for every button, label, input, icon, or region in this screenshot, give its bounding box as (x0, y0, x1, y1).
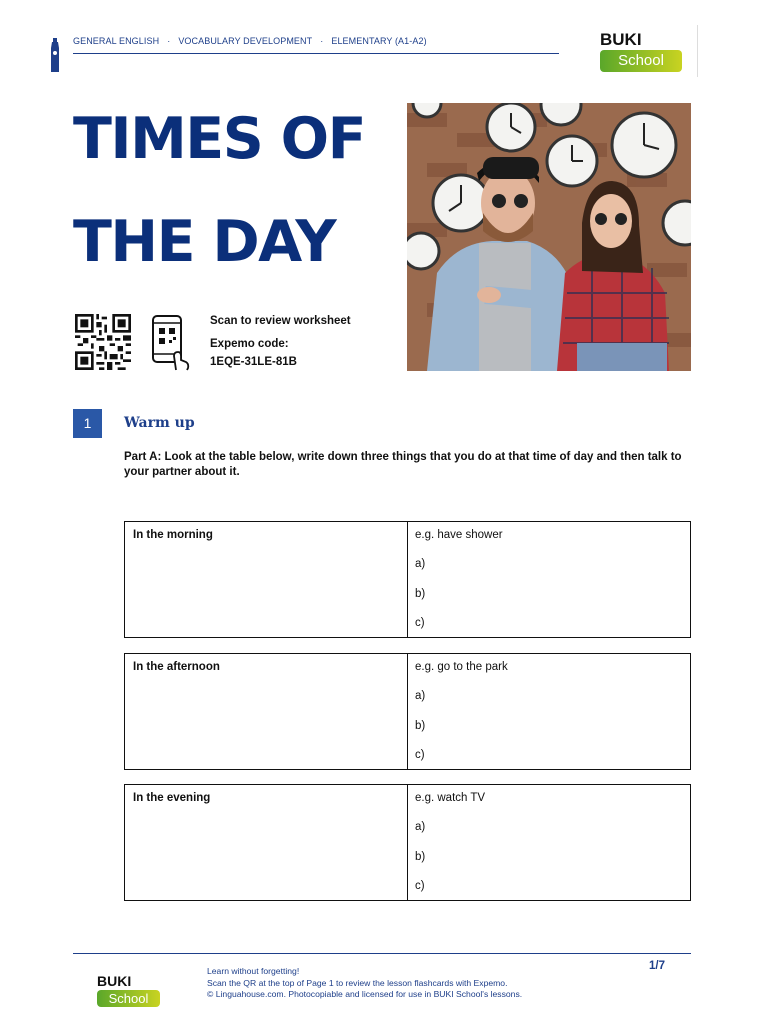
section-instructions: Part A: Look at the table below, write down three things that you do at that time of day and then talk to your partner about it. (124, 451, 682, 478)
table-afternoon (124, 653, 691, 770)
breadcrumb: GENERAL ENGLISH · VOCABULARY DEVELOPMENT · ELEMENTARY (A1-A2) (73, 36, 427, 46)
answer-blank[interactable]: a) (415, 558, 426, 571)
scan-instruction: Scan to review worksheet (210, 315, 351, 327)
table-answers (408, 522, 690, 637)
example-answer: e.g. have shower (415, 529, 503, 541)
table-evening (124, 784, 691, 901)
answer-blank[interactable]: c) (415, 616, 425, 629)
footer-logo: BUKI School (97, 974, 183, 1007)
qr-code-icon (73, 314, 133, 370)
table-answers (408, 654, 690, 769)
table-label: In the afternoon (125, 654, 408, 769)
breadcrumb-topic: VOCABULARY DEVELOPMENT (178, 36, 313, 46)
answer-blank[interactable]: c) (415, 748, 425, 761)
section-title: Warm up (124, 415, 195, 431)
header-divider (73, 53, 559, 54)
answer-blank[interactable]: b) (415, 719, 426, 732)
example-answer: e.g. watch TV (415, 792, 486, 804)
breadcrumb-course: GENERAL ENGLISH (73, 36, 160, 46)
section-number: 1 (73, 409, 102, 438)
table-label: In the morning (125, 522, 408, 637)
answer-blank[interactable]: a) (415, 690, 426, 703)
answer-blank[interactable]: a) (415, 821, 426, 834)
scan-info (210, 312, 351, 376)
breadcrumb-level: ELEMENTARY (A1-A2) (331, 36, 427, 46)
example-answer: e.g. go to the park (415, 661, 508, 673)
tower-icon (50, 38, 60, 72)
expemo-code-label: Expemo code: (210, 338, 289, 350)
answer-blank[interactable]: b) (415, 587, 426, 600)
logo-divider (697, 25, 698, 77)
answer-blank[interactable]: b) (415, 850, 426, 863)
couple-checking-watch-photo (407, 103, 691, 371)
footer-notice: Learn without forgetting! Scan the QR at the top of Page 1 to review the lesson flashcards with Expemo. © Linguahouse.com. Photocopiable and licensed for use in BUKI School's lessons. (207, 966, 523, 999)
buki-school-logo: BUKI School (600, 31, 686, 72)
page-number: 1/7 (649, 960, 665, 972)
expemo-code: 1EQE-31LE-81B (210, 356, 297, 368)
phone-scan-icon (150, 314, 190, 372)
answer-blank[interactable]: c) (415, 879, 425, 892)
page-title: TIMES OF THE DAY (73, 106, 366, 275)
table-answers (408, 785, 690, 900)
footer-divider (73, 953, 691, 954)
table-morning (124, 521, 691, 638)
table-label: In the evening (125, 785, 408, 900)
